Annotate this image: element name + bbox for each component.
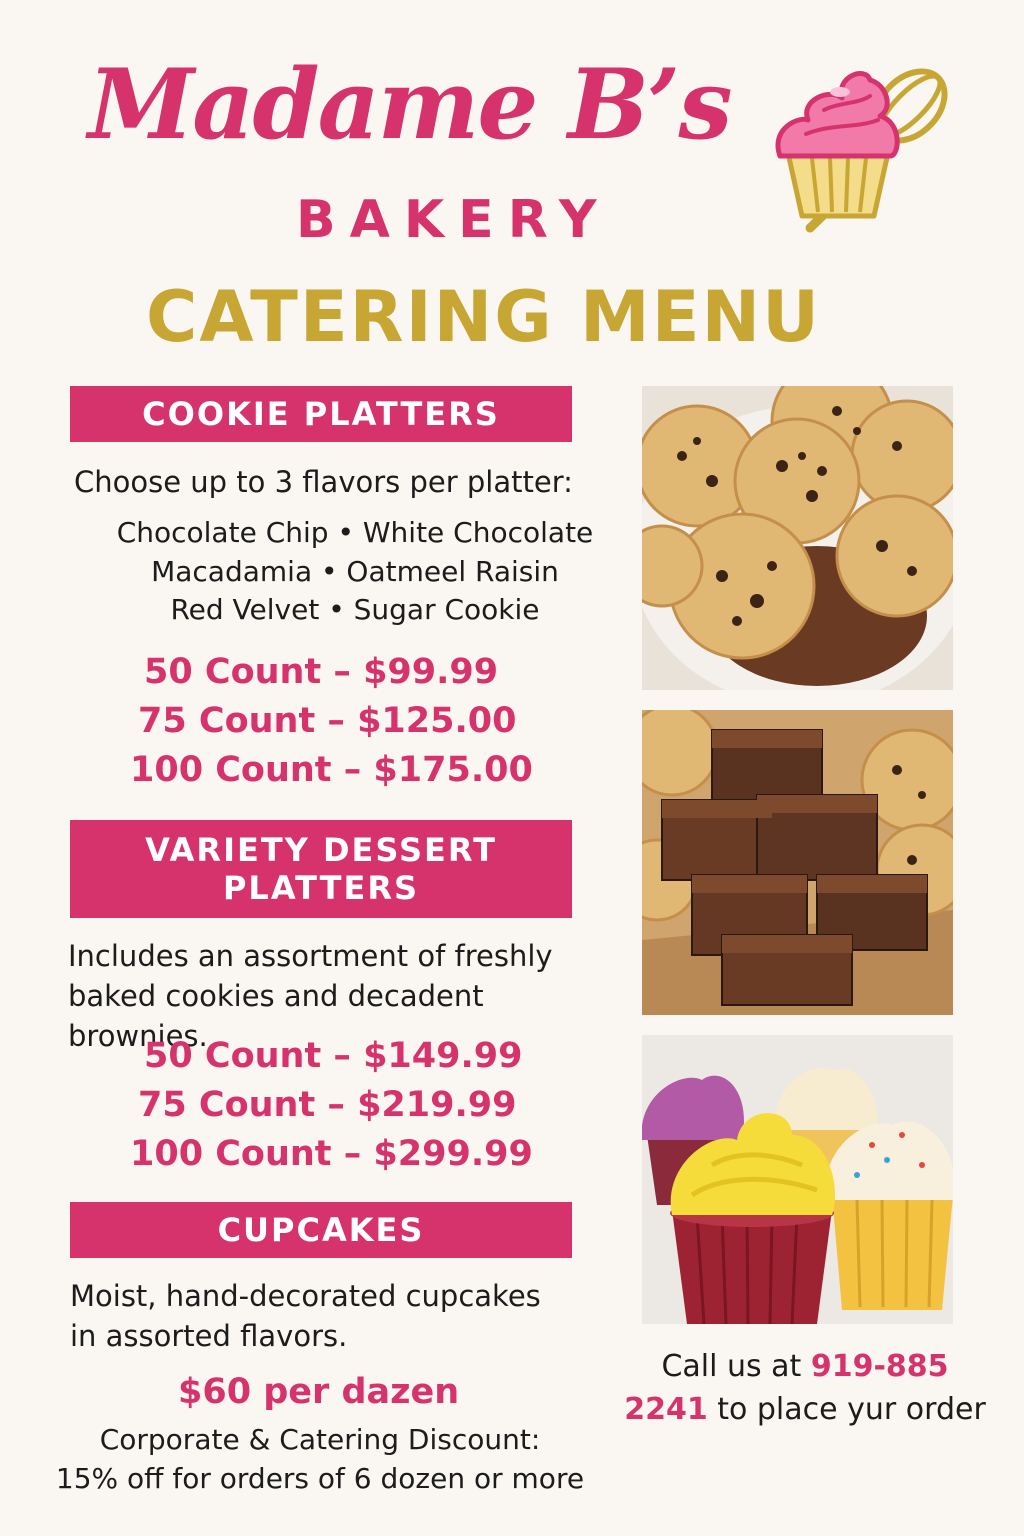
contact-prefix: Call us at (661, 1349, 811, 1384)
description-line: baked cookies and decadent brownies. (68, 979, 484, 1054)
price-count: 50 Count (144, 1036, 322, 1076)
price-row: 75 Count – $125.00 (138, 701, 517, 741)
cookie-platters-intro: Choose up to 3 flavors per platter: (74, 465, 573, 499)
price-value: $99.99 (363, 652, 499, 692)
price-count: 75 Count (138, 701, 316, 741)
contact-suffix: to place yur order (707, 1391, 986, 1427)
cookie-platters-heading-text: COOKIE PLATTERS (142, 394, 500, 433)
brand-name-bakery: BAKERY (296, 190, 611, 250)
contact-cta (620, 1346, 990, 1431)
variety-platters-heading (70, 820, 572, 918)
flavor-line: Macadamia • Oatmeel Raisin (151, 554, 559, 588)
discount-line: Corporate & Catering Discount: (99, 1423, 541, 1456)
cupcakes-description (70, 1276, 630, 1356)
price-count: 100 Count (130, 1134, 332, 1174)
price-row: 100 Count – $175.00 (130, 750, 533, 790)
cookie-flavor-list (90, 514, 620, 630)
cookie-platter-photo (642, 386, 953, 690)
phone-number-part1[interactable]: 919-885 (810, 1349, 949, 1384)
description-line: Includes an assortment of freshly (68, 939, 553, 973)
brownie-platter-photo (642, 710, 953, 1015)
variety-platters-heading-text: VARIETY DESSERT PLATTERS (145, 830, 497, 907)
price-row: 100 Count – $299.99 (130, 1134, 533, 1174)
price-value: $219.99 (357, 1085, 517, 1125)
flavor-line: Red Velvet • Sugar Cookie (170, 593, 540, 627)
cupcakes-photo (642, 1035, 953, 1324)
cupcake-whisk-icon (770, 58, 955, 243)
price-row: 50 Count – $149.99 (144, 1036, 523, 1076)
price-count: 50 Count (144, 652, 322, 692)
price-row: 75 Count – $219.99 (138, 1085, 517, 1125)
description-line: Moist, hand-decorated cupcakes (70, 1279, 541, 1313)
menu-title: CATERING MENU (146, 276, 821, 358)
price-count: 100 Count (130, 750, 332, 790)
discount-line: 15% off for orders of 6 dozen or more (55, 1461, 585, 1495)
corporate-discount (40, 1421, 600, 1498)
price-value: $149.99 (363, 1036, 523, 1076)
phone-number-part2[interactable]: 2241 (624, 1391, 708, 1427)
price-value: $299.99 (373, 1134, 533, 1174)
cupcakes-heading (70, 1202, 572, 1258)
description-line: in assorted flavors. (70, 1319, 348, 1354)
flavor-line: Chocolate Chip • White Chocolate (116, 516, 594, 549)
price-value: $175.00 (373, 750, 533, 790)
price-row: 50 Count – $99.99 (144, 652, 499, 692)
brand-name-script: Madame B’s (88, 48, 731, 161)
price-count: 75 Count (138, 1085, 316, 1125)
price-value: $125.00 (357, 701, 517, 741)
cupcakes-heading-text: CUPCAKES (217, 1210, 425, 1249)
cookie-platters-heading (70, 386, 572, 442)
cupcakes-price: $60 per dazen (178, 1372, 460, 1412)
